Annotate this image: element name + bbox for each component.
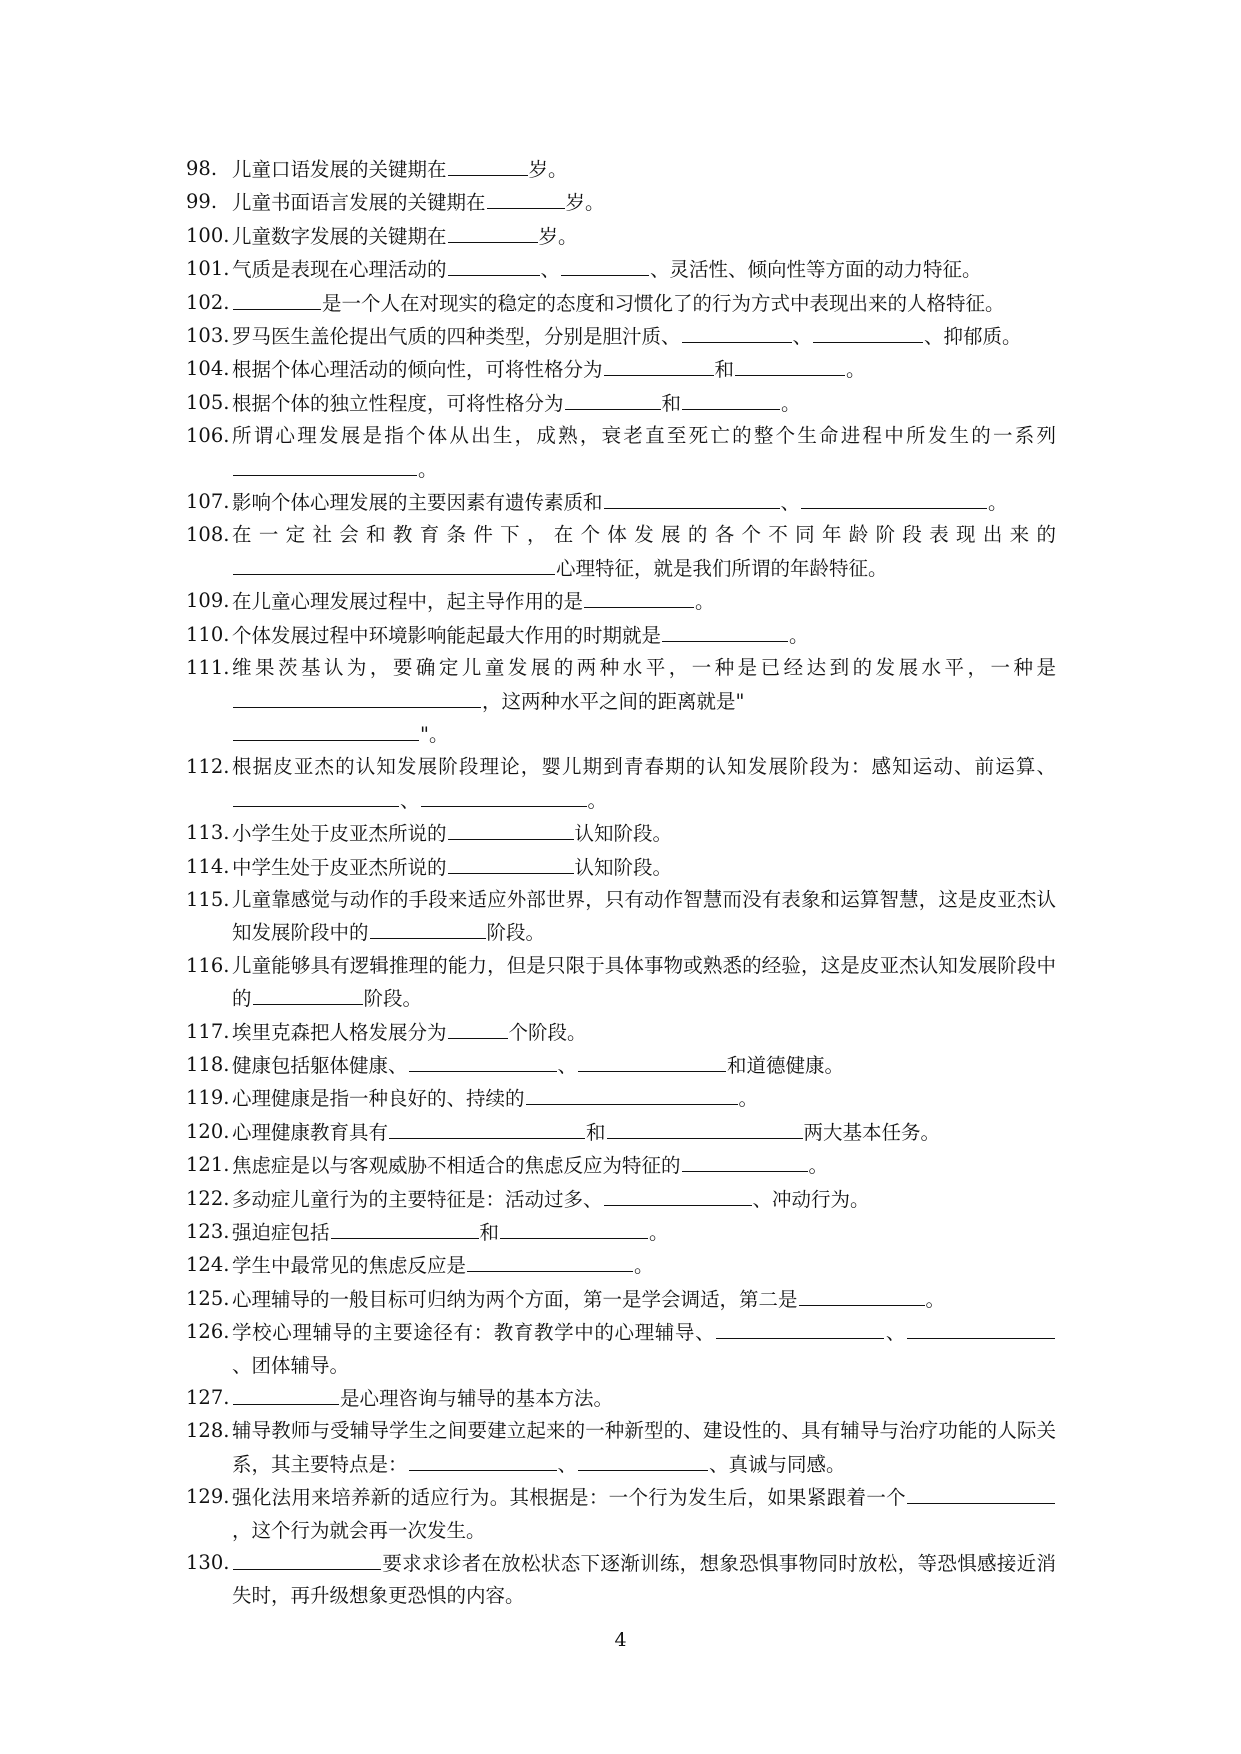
question-text-part: 和 xyxy=(661,391,682,415)
question-number: 105. xyxy=(186,390,230,414)
question-item xyxy=(186,1216,1056,1249)
question-number: 113. xyxy=(186,821,230,845)
question-text xyxy=(232,287,1056,320)
question-text-part: 根据皮亚杰的认知发展阶段理论，婴儿期到青春期的认知发展阶段为：感知运动、前运算、 xyxy=(232,755,1056,779)
question-text-part: 。 xyxy=(738,1087,759,1111)
question-number: 107. xyxy=(186,490,230,514)
question-text xyxy=(232,220,1056,253)
question-text-part: 岁。 xyxy=(538,224,578,248)
answer-blank xyxy=(565,387,661,410)
question-item xyxy=(186,851,1056,884)
answer-blank xyxy=(584,585,694,608)
answer-blank xyxy=(604,486,780,509)
question-item xyxy=(186,585,1056,618)
question-text-part: 影响个体心理发展的主要因素有遗传素质和 xyxy=(232,491,603,515)
answer-blank xyxy=(578,1049,726,1072)
question-text-part: 根据个体心理活动的倾向性，可将性格分为 xyxy=(232,358,603,382)
question-text-part: 学校心理辅导的主要途径有：教育教学中的心理辅导、 xyxy=(232,1321,716,1345)
question-text-part: 。 xyxy=(634,1254,654,1278)
question-text xyxy=(232,1016,1056,1049)
answer-blank xyxy=(448,220,538,243)
question-item xyxy=(186,950,1056,1016)
question-number: 98. xyxy=(186,157,218,180)
question-item xyxy=(186,1049,1056,1082)
question-number: 104. xyxy=(186,357,230,381)
question-item xyxy=(186,287,1056,320)
question-text-part: 、团体辅导。 xyxy=(232,1353,350,1377)
question-number: 115. xyxy=(186,887,230,911)
question-item xyxy=(186,1183,1056,1216)
question-item xyxy=(186,884,1056,950)
question-item xyxy=(186,751,1056,817)
question-text-part: 气质是表现在心理活动的 xyxy=(232,258,447,282)
question-number: 110. xyxy=(186,622,230,646)
question-text xyxy=(232,884,1056,950)
question-number: 106. xyxy=(186,424,230,448)
question-text-part: 、 xyxy=(557,1053,578,1077)
question-text-part: 和 xyxy=(586,1120,606,1144)
answer-blank xyxy=(233,1382,339,1405)
question-number: 125. xyxy=(186,1286,230,1310)
question-number: 101. xyxy=(186,257,230,281)
question-text-part: 。 xyxy=(418,457,438,481)
answer-blank xyxy=(604,1183,752,1206)
question-text-part: 。 xyxy=(781,391,801,415)
answer-blank xyxy=(487,186,565,209)
question-text xyxy=(232,1249,1056,1282)
question-text-part: 。 xyxy=(789,623,809,647)
question-item xyxy=(186,619,1056,652)
question-item xyxy=(186,320,1056,353)
question-text-part: 小学生处于皮亚杰所说的 xyxy=(232,822,447,846)
question-text-part: 、 xyxy=(400,788,420,812)
question-item xyxy=(186,817,1056,850)
answer-blank xyxy=(448,851,574,874)
question-number: 102. xyxy=(186,290,230,314)
answer-blank xyxy=(907,1316,1055,1339)
answer-blank xyxy=(561,253,649,276)
answer-blank xyxy=(799,1283,925,1306)
question-number: 123. xyxy=(186,1220,230,1243)
question-text xyxy=(232,1382,1056,1415)
answer-blank xyxy=(233,287,321,310)
answer-blank xyxy=(682,387,780,410)
question-text xyxy=(232,186,1056,219)
question-list xyxy=(186,153,1056,1613)
question-text-part: 是一个人在对现实的稳定的态度和习惯化了的行为方式中表现出来的人格特征。 xyxy=(322,291,1005,315)
question-text xyxy=(232,1415,1056,1481)
question-number: 112. xyxy=(186,755,230,779)
question-text-part: 。 xyxy=(649,1221,669,1244)
question-text-part: 在儿童心理发展过程中，起主导作用的是 xyxy=(232,590,584,614)
question-text-part: 所谓心理发展是指个体从出生，成熟，衰老直至死亡的整个生命进程中所发生的一系列 xyxy=(232,424,1056,448)
question-item xyxy=(186,519,1056,585)
question-item xyxy=(186,153,1056,186)
question-text xyxy=(232,950,1056,1016)
question-text-part: 儿童书面语言发展的关键期在 xyxy=(232,191,486,215)
question-text-part: 多动症儿童行为的主要特征是：活动过多、 xyxy=(232,1187,603,1211)
question-text-part: 。 xyxy=(695,590,715,614)
question-text-part: 心理辅导的一般目标可归纳为两个方面，第一是学会调适，第二是 xyxy=(232,1287,798,1311)
question-number: 121. xyxy=(186,1153,230,1177)
question-text-part: 强迫症包括 xyxy=(232,1221,330,1244)
question-item xyxy=(186,486,1056,519)
answer-blank xyxy=(331,1216,479,1239)
question-text xyxy=(232,153,1056,186)
question-text-part: 。 xyxy=(925,1287,946,1311)
question-text xyxy=(232,1547,1056,1613)
question-item xyxy=(186,1316,1056,1382)
answer-blank xyxy=(233,685,481,708)
question-text-part: 岁。 xyxy=(565,191,605,215)
question-text-part: 维果茨基认为，要确定儿童发展的两种水平，一种是已经达到的发展水平，一种是 xyxy=(232,656,1056,680)
question-text-part: 、灵活性、倾向性等方面的动力特征。 xyxy=(650,258,982,282)
question-number: 122. xyxy=(186,1186,230,1210)
answer-blank xyxy=(233,784,399,807)
question-text-part: 中学生处于皮亚杰所说的 xyxy=(232,855,447,879)
question-item xyxy=(186,652,1056,751)
answer-blank xyxy=(801,486,987,509)
question-text-part: 、 xyxy=(780,491,801,515)
question-number: 127. xyxy=(186,1386,230,1410)
question-number: 103. xyxy=(186,324,230,348)
question-text-part: 强化法用来培养新的适应行为。其根据是：一个行为发生后，如果紧跟着一个 xyxy=(232,1486,906,1510)
question-text-part: 是心理咨询与辅导的基本方法。 xyxy=(340,1387,614,1411)
question-number: 124. xyxy=(186,1253,230,1277)
question-text xyxy=(232,1116,1056,1149)
question-text xyxy=(232,1183,1056,1216)
answer-blank xyxy=(409,1049,557,1072)
question-item xyxy=(186,1283,1056,1316)
question-number: 126. xyxy=(186,1320,230,1344)
question-text-part: 焦虑症是以与客观威胁不相适合的焦虑反应为特征的 xyxy=(232,1154,681,1178)
question-text-part: 。 xyxy=(988,491,1008,515)
question-number: 118. xyxy=(186,1052,230,1076)
question-text xyxy=(232,619,1056,652)
question-text xyxy=(232,1049,1056,1082)
question-text-part: 在一定社会和教育条件下，在个体发展的各个不同年龄阶段表现出来的 xyxy=(232,523,1056,547)
answer-blank xyxy=(578,1448,708,1471)
question-text-part: 认知阶段。 xyxy=(574,822,673,846)
question-text-part: 和 xyxy=(479,1221,500,1244)
answer-blank xyxy=(448,1016,508,1039)
answer-blank xyxy=(682,1149,808,1172)
question-number: 129. xyxy=(186,1485,230,1509)
answer-blank xyxy=(500,1216,648,1239)
question-text-part: 阶段。 xyxy=(486,921,546,945)
question-item xyxy=(186,186,1056,219)
answer-blank xyxy=(233,718,419,741)
answer-blank xyxy=(735,353,845,376)
question-number: 130. xyxy=(186,1551,230,1575)
answer-blank xyxy=(467,1249,633,1272)
answer-blank xyxy=(370,916,486,939)
question-text-part: 。 xyxy=(846,358,866,382)
question-text-part: ，这两种水平之间的距离就是" xyxy=(482,689,745,713)
question-item xyxy=(186,1382,1056,1415)
question-item xyxy=(186,1149,1056,1182)
question-text-part: 、抑郁质。 xyxy=(924,325,1022,349)
question-text-part: 儿童能够具有逻辑推理的能力，但是只限于具体事物或熟悉的经验，这是皮亚杰认知发展阶段中的 xyxy=(232,953,1056,1011)
question-text-part: 个阶段。 xyxy=(508,1020,587,1044)
question-text-part: 心理特征，就是我们所谓的年龄特征。 xyxy=(556,556,888,580)
question-text-part: 和 xyxy=(714,358,735,382)
question-text xyxy=(232,353,1056,386)
answer-blank xyxy=(448,153,528,176)
question-item xyxy=(186,1249,1056,1282)
question-number: 119. xyxy=(186,1086,230,1110)
question-text-part: 岁。 xyxy=(528,158,568,181)
question-number: 100. xyxy=(186,223,230,247)
answer-blank xyxy=(813,320,923,343)
question-text xyxy=(232,1481,1056,1547)
question-text-part: 儿童口语发展的关键期在 xyxy=(232,158,447,181)
question-text xyxy=(232,253,1056,286)
question-text xyxy=(232,817,1056,850)
question-text-part: 个体发展过程中环境影响能起最大作用的时期就是 xyxy=(232,623,662,647)
question-text-part: 心理健康是指一种良好的、持续的 xyxy=(232,1087,525,1111)
question-text-part: 、冲动行为。 xyxy=(752,1187,870,1211)
question-text xyxy=(232,652,1056,751)
question-number: 116. xyxy=(186,953,230,977)
answer-blank xyxy=(682,320,792,343)
question-item xyxy=(186,387,1056,420)
question-text-part: ，这个行为就会再一次发生。 xyxy=(232,1518,486,1542)
answer-blank xyxy=(421,784,587,807)
question-text-part: 、真诚与同感。 xyxy=(709,1452,846,1476)
answer-blank xyxy=(409,1448,557,1471)
answer-blank xyxy=(448,253,540,276)
question-text-part: 根据个体的独立性程度，可将性格分为 xyxy=(232,391,564,415)
question-text xyxy=(232,420,1056,486)
question-text-part: 儿童数字发展的关键期在 xyxy=(232,224,447,248)
question-text xyxy=(232,1149,1056,1182)
question-item xyxy=(186,1016,1056,1049)
answer-blank xyxy=(607,1116,803,1139)
question-item xyxy=(186,420,1056,486)
question-item xyxy=(186,1082,1056,1115)
question-text-part: 学生中最常见的焦虑反应是 xyxy=(232,1254,467,1278)
question-text xyxy=(232,1316,1056,1382)
question-item xyxy=(186,1116,1056,1149)
answer-blank xyxy=(448,817,574,840)
answer-blank xyxy=(604,353,714,376)
answer-blank xyxy=(526,1082,738,1105)
question-item xyxy=(186,220,1056,253)
question-text-part: 。 xyxy=(587,788,608,812)
question-number: 109. xyxy=(186,589,230,613)
question-number: 108. xyxy=(186,523,230,547)
question-text-part: 认知阶段。 xyxy=(574,855,673,879)
question-item xyxy=(186,253,1056,286)
question-text xyxy=(232,1283,1056,1316)
question-text-part: 。 xyxy=(808,1154,829,1178)
question-item xyxy=(186,1547,1056,1613)
question-text-part: 、 xyxy=(885,1321,906,1345)
answer-blank xyxy=(907,1481,1055,1504)
question-text xyxy=(232,320,1056,353)
question-number: 114. xyxy=(186,854,230,878)
question-text-part: 健康包括躯体健康、 xyxy=(232,1053,408,1077)
question-text xyxy=(232,585,1056,618)
question-text xyxy=(232,519,1056,585)
answer-blank xyxy=(662,619,788,642)
answer-blank xyxy=(389,1116,585,1139)
question-text xyxy=(232,851,1056,884)
question-text-part: 心理健康教育具有 xyxy=(232,1120,389,1144)
question-text-part: 埃里克森把人格发展分为 xyxy=(232,1020,447,1044)
question-text xyxy=(232,486,1056,519)
question-text-part: 罗马医生盖伦提出气质的四种类型，分别是胆汁质、 xyxy=(232,325,681,349)
page-number: 4 xyxy=(614,1629,627,1651)
question-text-part: 儿童靠感觉与动作的手段来适应外部世界，只有动作智慧而没有表象和运算智慧，这是皮亚杰认知发展阶段中的 xyxy=(232,887,1056,945)
question-number: 120. xyxy=(186,1119,230,1143)
answer-blank xyxy=(233,1547,381,1570)
question-number: 128. xyxy=(186,1419,230,1443)
question-text-part: "。 xyxy=(420,722,449,746)
question-item xyxy=(186,1415,1056,1481)
question-text-part: 、 xyxy=(792,325,813,349)
question-text xyxy=(232,1082,1056,1115)
answer-blank xyxy=(253,982,363,1005)
answer-blank xyxy=(716,1316,884,1339)
question-number: 99. xyxy=(186,190,218,214)
question-item xyxy=(186,353,1056,386)
question-text xyxy=(232,387,1056,420)
question-text-part: 、 xyxy=(557,1452,578,1476)
question-item xyxy=(186,1481,1056,1547)
answer-blank xyxy=(233,552,555,575)
question-text-part: 、 xyxy=(540,258,561,282)
question-text-part: 两大基本任务。 xyxy=(803,1120,941,1144)
question-text-part: 要求求诊者在放松状态下逐渐训练，想象恐惧事物同时放松，等恐惧感接近消失时，再升级想象更恐惧的内容。 xyxy=(232,1552,1056,1608)
question-number: 117. xyxy=(186,1019,230,1043)
question-text-part: 辅导教师与受辅导学生之间要建立起来的一种新型的、建设性的、具有辅导与治疗功能的人际关系，其主要特点是： xyxy=(232,1419,1056,1476)
question-text xyxy=(232,1216,1056,1249)
answer-blank xyxy=(233,453,417,476)
question-text xyxy=(232,751,1056,817)
question-text-part: 和道德健康。 xyxy=(727,1053,845,1077)
question-text-part: 阶段。 xyxy=(363,987,423,1011)
question-number: 111. xyxy=(186,656,230,680)
